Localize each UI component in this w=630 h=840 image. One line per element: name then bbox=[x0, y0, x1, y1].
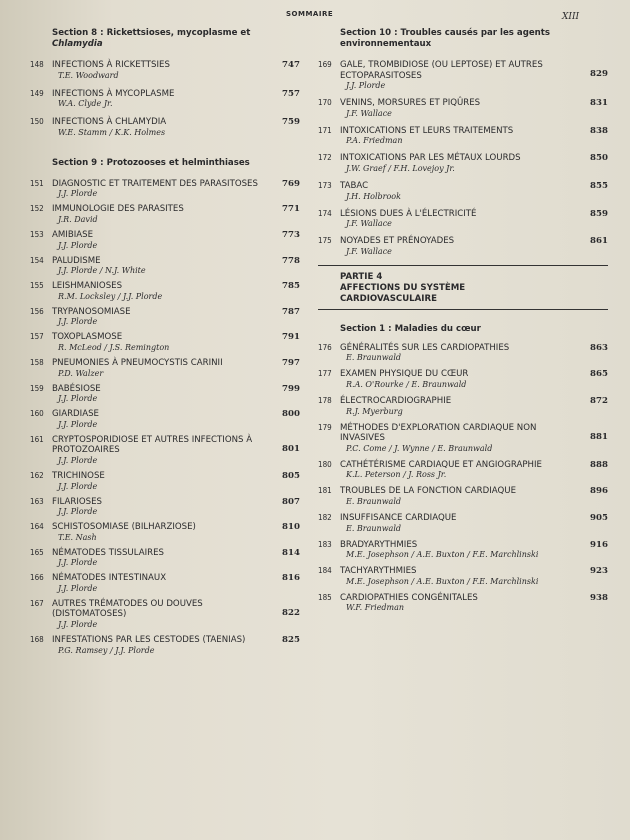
chapter-page: 863 bbox=[590, 342, 608, 353]
chapter-page: 938 bbox=[590, 592, 608, 603]
chapter-number: 175 bbox=[318, 236, 332, 246]
chapter-authors: T.E. Nash bbox=[58, 532, 97, 542]
toc-entry bbox=[30, 497, 300, 518]
chapter-number: 173 bbox=[318, 180, 332, 190]
chapter-page: 896 bbox=[590, 486, 608, 497]
part-heading: PARTIE 4 AFFECTIONS DU SYSTÈME CARDIOVASCULAIRE bbox=[318, 265, 608, 310]
chapter-number: 184 bbox=[318, 566, 332, 576]
toc-entry bbox=[30, 179, 300, 200]
chapter-number: 168 bbox=[30, 635, 44, 645]
chapter-authors: T.E. Woodward bbox=[58, 70, 119, 80]
toc-entry bbox=[30, 332, 300, 353]
toc-entry bbox=[318, 98, 608, 119]
toc-entry bbox=[30, 522, 300, 543]
toc-entry bbox=[318, 593, 608, 614]
chapter-title: TABAC bbox=[340, 180, 369, 191]
toc-entry bbox=[318, 209, 608, 230]
toc-entry bbox=[30, 384, 300, 405]
toc-entry bbox=[30, 204, 300, 225]
chapter-page: 888 bbox=[590, 459, 608, 470]
section-heading: Section 8 : Rickettsioses, mycoplasme et Chlamydia bbox=[52, 28, 251, 49]
chapter-page: 905 bbox=[590, 512, 608, 523]
chapter-title: BRADYARYTHMIES bbox=[340, 539, 418, 550]
chapter-authors: J.F. Wallace bbox=[346, 108, 392, 118]
section-heading: Section 10 : Troubles causés par les agents environnementaux bbox=[340, 28, 551, 49]
chapter-number: 156 bbox=[30, 306, 44, 316]
toc-entry bbox=[318, 181, 608, 202]
running-header: SOMMAIRE bbox=[286, 10, 334, 18]
chapter-page: 791 bbox=[282, 332, 300, 343]
chapter-title: TACHYARYTHMIES bbox=[340, 566, 417, 577]
chapter-authors: J.J. Plorde bbox=[58, 481, 98, 491]
chapter-page: 757 bbox=[282, 88, 300, 99]
chapter-number: 165 bbox=[30, 547, 44, 557]
chapter-page: 800 bbox=[282, 409, 300, 420]
toc-entry bbox=[30, 117, 300, 138]
chapter-authors: W.A. Clyde Jr. bbox=[58, 99, 113, 109]
chapter-number: 155 bbox=[30, 281, 44, 291]
chapter-authors: J.J. Plorde bbox=[58, 507, 98, 517]
section-9-list bbox=[30, 179, 300, 656]
chapter-page: 831 bbox=[590, 98, 608, 109]
chapter-number: 180 bbox=[318, 459, 332, 469]
chapter-title: CARDIOPATHIES CONGÉNITALES bbox=[340, 592, 478, 603]
chapter-authors: R. McLeod / J.S. Remington bbox=[58, 342, 170, 352]
left-column bbox=[30, 28, 300, 661]
chapter-title: NÉMATODES INTESTINAUX bbox=[52, 573, 167, 584]
chapter-title: AUTRES TRÉMATODES OU DOUVES (DISTOMATOSES) bbox=[52, 598, 203, 620]
chapter-number: 154 bbox=[30, 255, 44, 265]
chapter-title: INSUFFISANCE CARDIAQUE bbox=[340, 512, 457, 523]
chapter-number: 166 bbox=[30, 573, 44, 583]
chapter-number: 151 bbox=[30, 178, 44, 188]
chapter-authors: P.C. Come / J. Wynne / E. Braunwald bbox=[346, 443, 493, 453]
chapter-number: 153 bbox=[30, 229, 44, 239]
chapter-page: 778 bbox=[282, 255, 300, 266]
chapter-page: 923 bbox=[590, 566, 608, 577]
chapter-number: 159 bbox=[30, 383, 44, 393]
toc-entry bbox=[318, 126, 608, 147]
chapter-page: 759 bbox=[282, 117, 300, 128]
chapter-authors: J.J. Plorde bbox=[346, 81, 386, 91]
chapter-number: 150 bbox=[30, 117, 44, 127]
toc-entry bbox=[318, 540, 608, 561]
chapter-authors: J.F. Wallace bbox=[346, 219, 392, 229]
chapter-authors: R.M. Locksley / J.J. Plorde bbox=[58, 291, 163, 301]
chapter-page: 855 bbox=[590, 180, 608, 191]
chapter-title: TROUBLES DE LA FONCTION CARDIAQUE bbox=[340, 486, 517, 497]
chapter-page: 801 bbox=[282, 443, 300, 454]
toc-entry bbox=[318, 60, 608, 91]
toc-entry bbox=[30, 599, 300, 630]
toc-entry bbox=[30, 635, 300, 656]
toc-entry bbox=[318, 423, 608, 454]
chapter-title: MÉTHODES D'EXPLORATION CARDIAQUE NON INVASIVES bbox=[340, 422, 537, 444]
toc-entry bbox=[30, 471, 300, 492]
chapter-authors: P.D. Walzer bbox=[58, 368, 104, 378]
toc-entry bbox=[318, 396, 608, 417]
chapter-authors: J.J. Plorde bbox=[58, 394, 98, 404]
chapter-page: 814 bbox=[282, 547, 300, 558]
toc-entry bbox=[318, 486, 608, 507]
chapter-page: 829 bbox=[590, 69, 608, 79]
toc-entry bbox=[318, 460, 608, 481]
chapter-number: 167 bbox=[30, 598, 44, 608]
chapter-title: AMIBIASE bbox=[52, 229, 94, 240]
chapter-title: SCHISTOSOMIASE (BILHARZIOSE) bbox=[52, 522, 196, 533]
chapter-title: PALUDISME bbox=[52, 255, 101, 266]
toc-entry bbox=[318, 236, 608, 257]
chapter-title: DIAGNOSTIC ET TRAITEMENT DES PARASITOSES bbox=[52, 178, 258, 189]
chapter-number: 172 bbox=[318, 153, 332, 163]
chapter-page: 859 bbox=[590, 208, 608, 219]
chapter-number: 171 bbox=[318, 125, 332, 135]
chapter-title: TRICHINOSE bbox=[52, 470, 105, 481]
chapter-title: INFECTIONS À CHLAMYDIA bbox=[52, 117, 167, 128]
section-1-list bbox=[318, 343, 608, 614]
chapter-number: 169 bbox=[318, 60, 332, 69]
page-number: XIII bbox=[562, 12, 580, 22]
chapter-page: 810 bbox=[282, 522, 300, 533]
chapter-number: 158 bbox=[30, 357, 44, 367]
chapter-number: 163 bbox=[30, 496, 44, 506]
chapter-authors: E. Braunwald bbox=[346, 523, 401, 533]
chapter-number: 178 bbox=[318, 395, 332, 405]
chapter-page: 838 bbox=[590, 125, 608, 136]
chapter-number: 174 bbox=[318, 208, 332, 218]
toc-entry bbox=[30, 256, 300, 277]
chapter-authors: J.J. Plorde bbox=[58, 240, 98, 250]
right-column bbox=[318, 28, 608, 619]
chapter-number: 181 bbox=[318, 486, 332, 496]
chapter-number: 177 bbox=[318, 369, 332, 379]
chapter-page: 799 bbox=[282, 383, 300, 394]
chapter-page: 773 bbox=[282, 229, 300, 240]
chapter-authors: W.E. Stamm / K.K. Holmes bbox=[58, 127, 166, 137]
chapter-title: INFECTIONS À RICKETTSIES bbox=[52, 60, 170, 70]
chapter-authors: J.J. Plorde / N.J. White bbox=[58, 266, 146, 276]
chapter-authors: J.W. Graef / F.H. Lovejoy Jr. bbox=[346, 163, 455, 173]
chapter-authors: R.A. O'Rourke / E. Braunwald bbox=[346, 379, 467, 389]
chapter-authors: K.L. Peterson / J. Ross Jr. bbox=[346, 470, 447, 480]
chapter-number: 170 bbox=[318, 98, 332, 108]
chapter-page: 747 bbox=[282, 60, 300, 70]
chapter-title: INTOXICATIONS ET LEURS TRAITEMENTS bbox=[340, 125, 514, 136]
chapter-page: 771 bbox=[282, 204, 300, 215]
chapter-title: VENINS, MORSURES ET PIQÛRES bbox=[340, 98, 481, 109]
chapter-authors: M.E. Josephson / A.E. Buxton / F.E. Marchlinski bbox=[346, 576, 539, 586]
chapter-page: 850 bbox=[590, 153, 608, 164]
chapter-page: 861 bbox=[590, 236, 608, 247]
chapter-number: 176 bbox=[318, 342, 332, 352]
chapter-page: 881 bbox=[590, 431, 608, 442]
toc-entry bbox=[30, 548, 300, 569]
toc-entry bbox=[30, 358, 300, 379]
toc-entry bbox=[30, 281, 300, 302]
chapter-authors: J.J. Plorde bbox=[58, 317, 98, 327]
chapter-number: 161 bbox=[30, 434, 44, 444]
chapter-title: INFECTIONS À MYCOPLASME bbox=[52, 88, 175, 99]
chapter-page: 785 bbox=[282, 281, 300, 292]
chapter-title: NÉMATODES TISSULAIRES bbox=[52, 547, 164, 558]
chapter-authors: P.G. Ramsey / J.J. Plorde bbox=[58, 645, 155, 655]
section-heading: Section 1 : Maladies du cœur bbox=[340, 323, 481, 334]
chapter-title: FILARIOSES bbox=[52, 496, 102, 507]
toc-entry bbox=[318, 369, 608, 390]
chapter-title: GÉNÉRALITÉS SUR LES CARDIOPATHIES bbox=[340, 342, 510, 353]
chapter-title: EXAMEN PHYSIQUE DU CŒUR bbox=[340, 369, 469, 380]
chapter-authors: J.J. Plorde bbox=[58, 558, 98, 568]
chapter-authors: E. Braunwald bbox=[346, 496, 401, 506]
chapter-title: CATHÉTÉRISME CARDIAQUE ET ANGIOGRAPHIE bbox=[340, 459, 542, 470]
chapter-number: 164 bbox=[30, 522, 44, 532]
chapter-authors: J.J. Plorde bbox=[58, 455, 98, 465]
toc-entry bbox=[30, 409, 300, 430]
toc-entry bbox=[30, 89, 300, 110]
chapter-number: 183 bbox=[318, 539, 332, 549]
chapter-page: 797 bbox=[282, 357, 300, 368]
chapter-authors: J.J. Plorde bbox=[58, 583, 98, 593]
chapter-authors: J.H. Holbrook bbox=[346, 191, 401, 201]
toc-entry bbox=[30, 573, 300, 594]
chapter-title: LÉSIONS DUES À L'ÉLECTRICITÉ bbox=[340, 208, 477, 219]
section-8-list bbox=[30, 60, 300, 138]
toc-entry bbox=[30, 435, 300, 466]
chapter-number: 148 bbox=[30, 60, 44, 69]
chapter-title: GIARDIASE bbox=[52, 409, 99, 420]
chapter-page: 807 bbox=[282, 496, 300, 507]
chapter-authors: R.J. Myerburg bbox=[346, 406, 403, 416]
chapter-title: LEISHMANIOSES bbox=[52, 281, 123, 292]
chapter-number: 182 bbox=[318, 512, 332, 522]
chapter-number: 152 bbox=[30, 204, 44, 214]
chapter-authors: J.F. Wallace bbox=[346, 246, 392, 256]
chapter-number: 160 bbox=[30, 409, 44, 419]
toc-entry bbox=[318, 343, 608, 364]
toc-entry bbox=[30, 230, 300, 251]
chapter-title: INTOXICATIONS PAR LES MÉTAUX LOURDS bbox=[340, 153, 521, 164]
chapter-authors: W.F. Friedman bbox=[346, 603, 405, 613]
chapter-page: 805 bbox=[282, 470, 300, 481]
chapter-number: 157 bbox=[30, 332, 44, 342]
chapter-page: 916 bbox=[590, 539, 608, 550]
chapter-title: ÉLECTROCARDIOGRAPHIE bbox=[340, 395, 452, 406]
chapter-authors: J.J. Plorde bbox=[58, 189, 98, 199]
toc-entry bbox=[30, 307, 300, 328]
chapter-title: PNEUMONIES À PNEUMOCYSTIS CARINII bbox=[52, 357, 223, 368]
chapter-authors: J.J. Plorde bbox=[58, 419, 98, 429]
chapter-page: 872 bbox=[590, 395, 608, 406]
chapter-number: 162 bbox=[30, 470, 44, 480]
chapter-title: TRYPANOSOMIASE bbox=[52, 306, 131, 317]
chapter-number: 149 bbox=[30, 88, 44, 98]
chapter-title: CRYPTOSPORIDIOSE ET AUTRES INFECTIONS À PROTOZOAIRES bbox=[52, 434, 253, 456]
section-heading: Section 9 : Protozooses et helminthiases bbox=[52, 157, 250, 168]
toc-entry bbox=[30, 60, 300, 81]
toc-entry bbox=[318, 513, 608, 534]
toc-entry bbox=[318, 566, 608, 587]
chapter-page: 816 bbox=[282, 573, 300, 584]
toc-entry bbox=[318, 153, 608, 174]
chapter-page: 787 bbox=[282, 306, 300, 317]
chapter-page: 822 bbox=[282, 607, 300, 618]
chapter-title: INFESTATIONS PAR LES CESTODES (TAENIAS) bbox=[52, 635, 246, 646]
chapter-authors: P.A. Friedman bbox=[346, 136, 403, 146]
section-10-list bbox=[318, 60, 608, 257]
chapter-title: NOYADES ET PRÉNOYADES bbox=[340, 236, 455, 247]
chapter-page: 825 bbox=[282, 635, 300, 646]
chapter-title: GALE, TROMBIDIOSE (OU LEPTOSE) ET AUTRES ECTOPARASITOSES bbox=[340, 60, 543, 81]
chapter-title: BABÉSIOSE bbox=[52, 383, 101, 394]
chapter-authors: M.E. Josephson / A.E. Buxton / F.E. Marchlinski bbox=[346, 550, 539, 560]
chapter-title: IMMUNOLOGIE DES PARASITES bbox=[52, 204, 184, 215]
chapter-authors: J.R. David bbox=[58, 214, 98, 224]
chapter-page: 769 bbox=[282, 178, 300, 189]
chapter-authors: J.J. Plorde bbox=[58, 620, 98, 630]
chapter-authors: E. Braunwald bbox=[346, 353, 401, 363]
chapter-title: TOXOPLASMOSE bbox=[52, 332, 123, 343]
chapter-number: 179 bbox=[318, 422, 332, 432]
chapter-page: 865 bbox=[590, 369, 608, 380]
chapter-number: 185 bbox=[318, 592, 332, 602]
